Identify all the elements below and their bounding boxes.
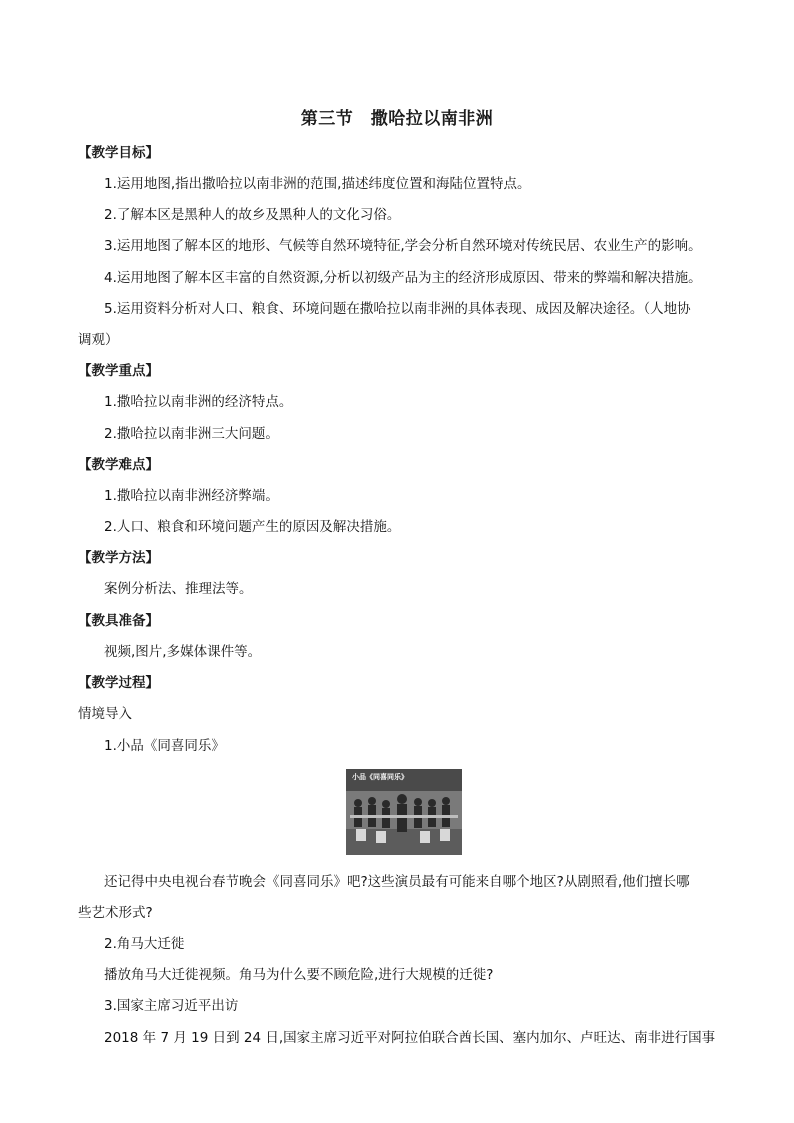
heading-key-points: 【教学重点】 <box>78 363 159 379</box>
heading-teaching-goals: 【教学目标】 <box>78 145 159 161</box>
paragraph-3: 2018 年 7 月 19 日到 24 日,国家主席习近平对阿拉伯联合酋长国、塞内加尔、卢旺达、南非进行国事 <box>104 1030 716 1046</box>
paragraph-1-line-1: 还记得中央电视台春节晚会《同喜同乐》吧?这些演员最有可能来自哪个地区?从剧照看,他们擅长哪 <box>104 874 690 890</box>
paragraph-2: 播放角马大迁徙视频。角马为什么要不顾危险,进行大规模的迁徙? <box>104 967 494 983</box>
process-intro: 情境导入 <box>78 706 132 722</box>
key-point-1: 1.撒哈拉以南非洲的经济特点。 <box>104 394 293 410</box>
tools-text: 视频,图片,多媒体课件等。 <box>104 644 262 660</box>
goal-item-5-cont: 调观） <box>78 332 119 348</box>
paragraph-1-line-2: 些艺术形式? <box>78 905 153 921</box>
process-item-3: 3.国家主席习近平出访 <box>104 998 239 1014</box>
page-title: 第三节 撒哈拉以南非洲 <box>300 109 494 129</box>
performance-photo <box>346 769 462 855</box>
process-item-2: 2.角马大迁徙 <box>104 936 185 952</box>
goal-item-5: 5.运用资料分析对人口、粮食、环境问题在撒哈拉以南非洲的具体表现、成因及解决途径。（人地协 <box>104 301 691 317</box>
goal-item-2: 2.了解本区是黑种人的故乡及黑种人的文化习俗。 <box>104 207 401 223</box>
photo-caption: 小品《同喜同乐》 <box>352 773 408 781</box>
difficulty-1: 1.撒哈拉以南非洲经济弊端。 <box>104 488 279 504</box>
heading-tools: 【教具准备】 <box>78 613 159 629</box>
methods-text: 案例分析法、推理法等。 <box>104 581 253 597</box>
goal-item-4: 4.运用地图了解本区丰富的自然资源,分析以初级产品为主的经济形成原因、带来的弊端和解决措施。 <box>104 270 702 286</box>
goal-item-1: 1.运用地图,指出撒哈拉以南非洲的范围,描述纬度位置和海陆位置特点。 <box>104 176 531 192</box>
heading-methods: 【教学方法】 <box>78 550 159 566</box>
heading-difficulties: 【教学难点】 <box>78 457 159 473</box>
heading-process: 【教学过程】 <box>78 675 159 691</box>
key-point-2: 2.撒哈拉以南非洲三大问题。 <box>104 426 279 442</box>
goal-item-3: 3.运用地图了解本区的地形、气候等自然环境特征,学会分析自然环境对传统民居、农业生产的影响。 <box>104 238 702 254</box>
difficulty-2: 2.人口、粮食和环境问题产生的原因及解决措施。 <box>104 519 401 535</box>
process-item-1: 1.小品《同喜同乐》 <box>104 738 225 754</box>
